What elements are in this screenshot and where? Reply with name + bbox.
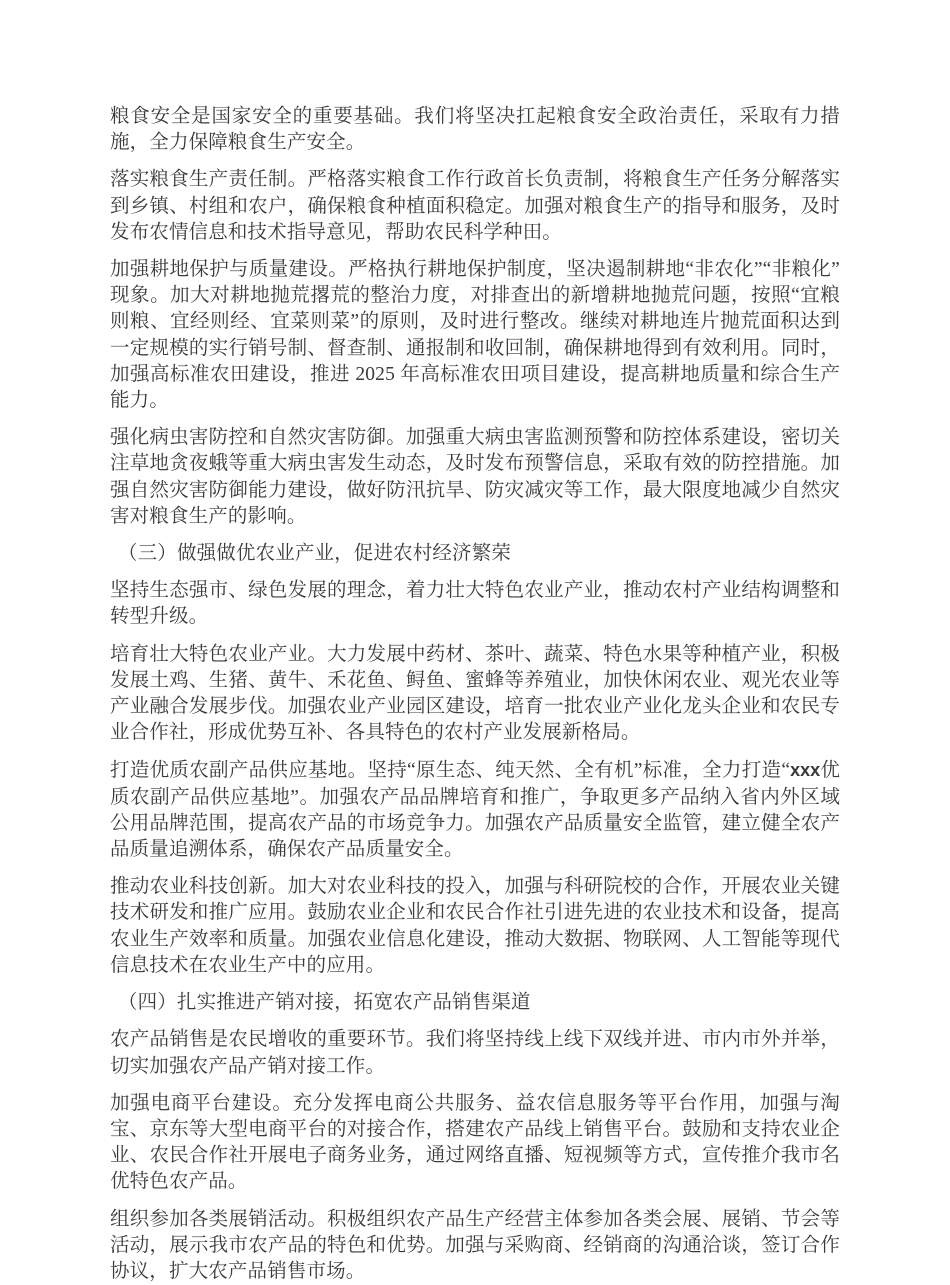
paragraph-quality-supply-base: [110, 757, 840, 863]
paragraph-exhibition-activities: 组织参加各类展销活动。积极组织农产品生产经营主体参加各类会展、展销、节会等活动，展示我市农产品的特色和优势。加强与采购商、经销商的沟通洽谈，签订合作协议，扩大农产品销售市场。: [110, 1208, 840, 1282]
paragraph-sales-channel-intro: 农产品销售是农民增收的重要环节。我们将坚持线上线下双线并进、市内市外并举，切实加强农产品产销对接工作。: [110, 1029, 840, 1077]
paragraph-production-responsibility: 落实粮食生产责任制。严格落实粮食工作行政首长负责制，将粮食生产任务分解落实到乡镇、村组和农户，确保粮食种植面积稳定。加强对粮食生产的指导和服务，及时发布农情信息和技术指导意见，帮助农民科学种田。: [110, 169, 840, 243]
paragraph-farmland-protection: 加强耕地保护与质量建设。严格执行耕地保护制度，坚决遏制耕地“非农化”“非粮化”现象。加大对耕地抛荒撂荒的整治力度，对排查出的新增耕地抛荒问题，按照“宜粮则粮、宜经则经、宜菜则菜”的原则，及时进行整改。继续对耕地连片抛荒面积达到一定规模的实行销号制、督查制、通报制和收回制，确保耕地得到有效利用。同时，加强高标准农田建设，推进 2025 年高标准农田项目建设，提高耕地质量和综合生产能力。: [110, 259, 840, 412]
section-heading-four: （四）扎实推进产销对接，拓宽农产品销售渠道: [118, 992, 531, 1014]
section-heading-three: （三）做强做优农业产业，促进农村经济繁荣: [118, 543, 512, 565]
paragraph-green-development-concept: 坚持生态强市、绿色发展的理念，着力壮大特色农业产业，推动农村产业结构调整和转型升级。: [110, 580, 840, 628]
paragraph-specialty-agriculture: 培育壮大特色农业产业。大力发展中药材、茶叶、蔬菜、特色水果等种植产业，积极发展土鸡、生猪、黄牛、禾花鱼、鲟鱼、蜜蜂等养殖业，加快休闲农业、观光农业等产业融合发展步伐。加强农业产业园区建设，培育一批农业产业化龙头企业和农民专业合作社，形成优势互补、各具特色的农村产业发展新格局。: [110, 643, 840, 744]
paragraph-ecommerce-platform: 加强电商平台建设。充分发挥电商公共服务、益农信息服务等平台作用，加强与淘宝、京东等大型电商平台的对接合作，搭建农产品线上销售平台。鼓励和支持农业企业、农民合作社开展电子商务业务，通过网络直播、短视频等方式，宣传推介我市名优特色农产品。: [110, 1092, 840, 1193]
paragraph-food-security-intro: 粮食安全是国家安全的重要基础。我们将坚决扛起粮食安全政治责任，采取有力措施，全力保障粮食生产安全。: [110, 106, 840, 154]
paragraph-agricultural-sci-tech: 推动农业科技创新。加大对农业科技的投入，加强与科研院校的合作，开展农业关键技术研发和推广应用。鼓励农业企业和农民合作社引进先进的农业技术和设备，提高农业生产效率和质量。加强农业信息化建设，推动大数据、物联网、人工智能等现代信息技术在农业生产中的应用。: [110, 876, 840, 976]
document-body: [110, 104, 840, 1285]
text-run: 打造优质农副产品供应基地。坚持“原生态、纯天然、全有机”标准，全力打造“: [110, 760, 791, 782]
text-run: 优质农副产品供应基地”。加强农产品品牌培育和推广，争取更多产品纳入省内外区域公用品牌范围，提高农产品的市场竞争力。加强农产品质量安全监管，建立健全农产品质量追溯体系，确保农产品质量安全。: [110, 760, 840, 861]
emphasized-token: xxx: [790, 760, 821, 781]
paragraph-pest-and-disaster-control: 强化病虫害防控和自然灾害防御。加强重大病虫害监测预警和防控体系建设，密切关注草地贪夜蛾等重大病虫害发生动态，及时发布预警信息，采取有效的防控措施。加强自然灾害防御能力建设，做好防汛抗旱、防灾减灾等工作，最大限度地减少自然灾害对粮食生产的影响。: [110, 427, 840, 527]
